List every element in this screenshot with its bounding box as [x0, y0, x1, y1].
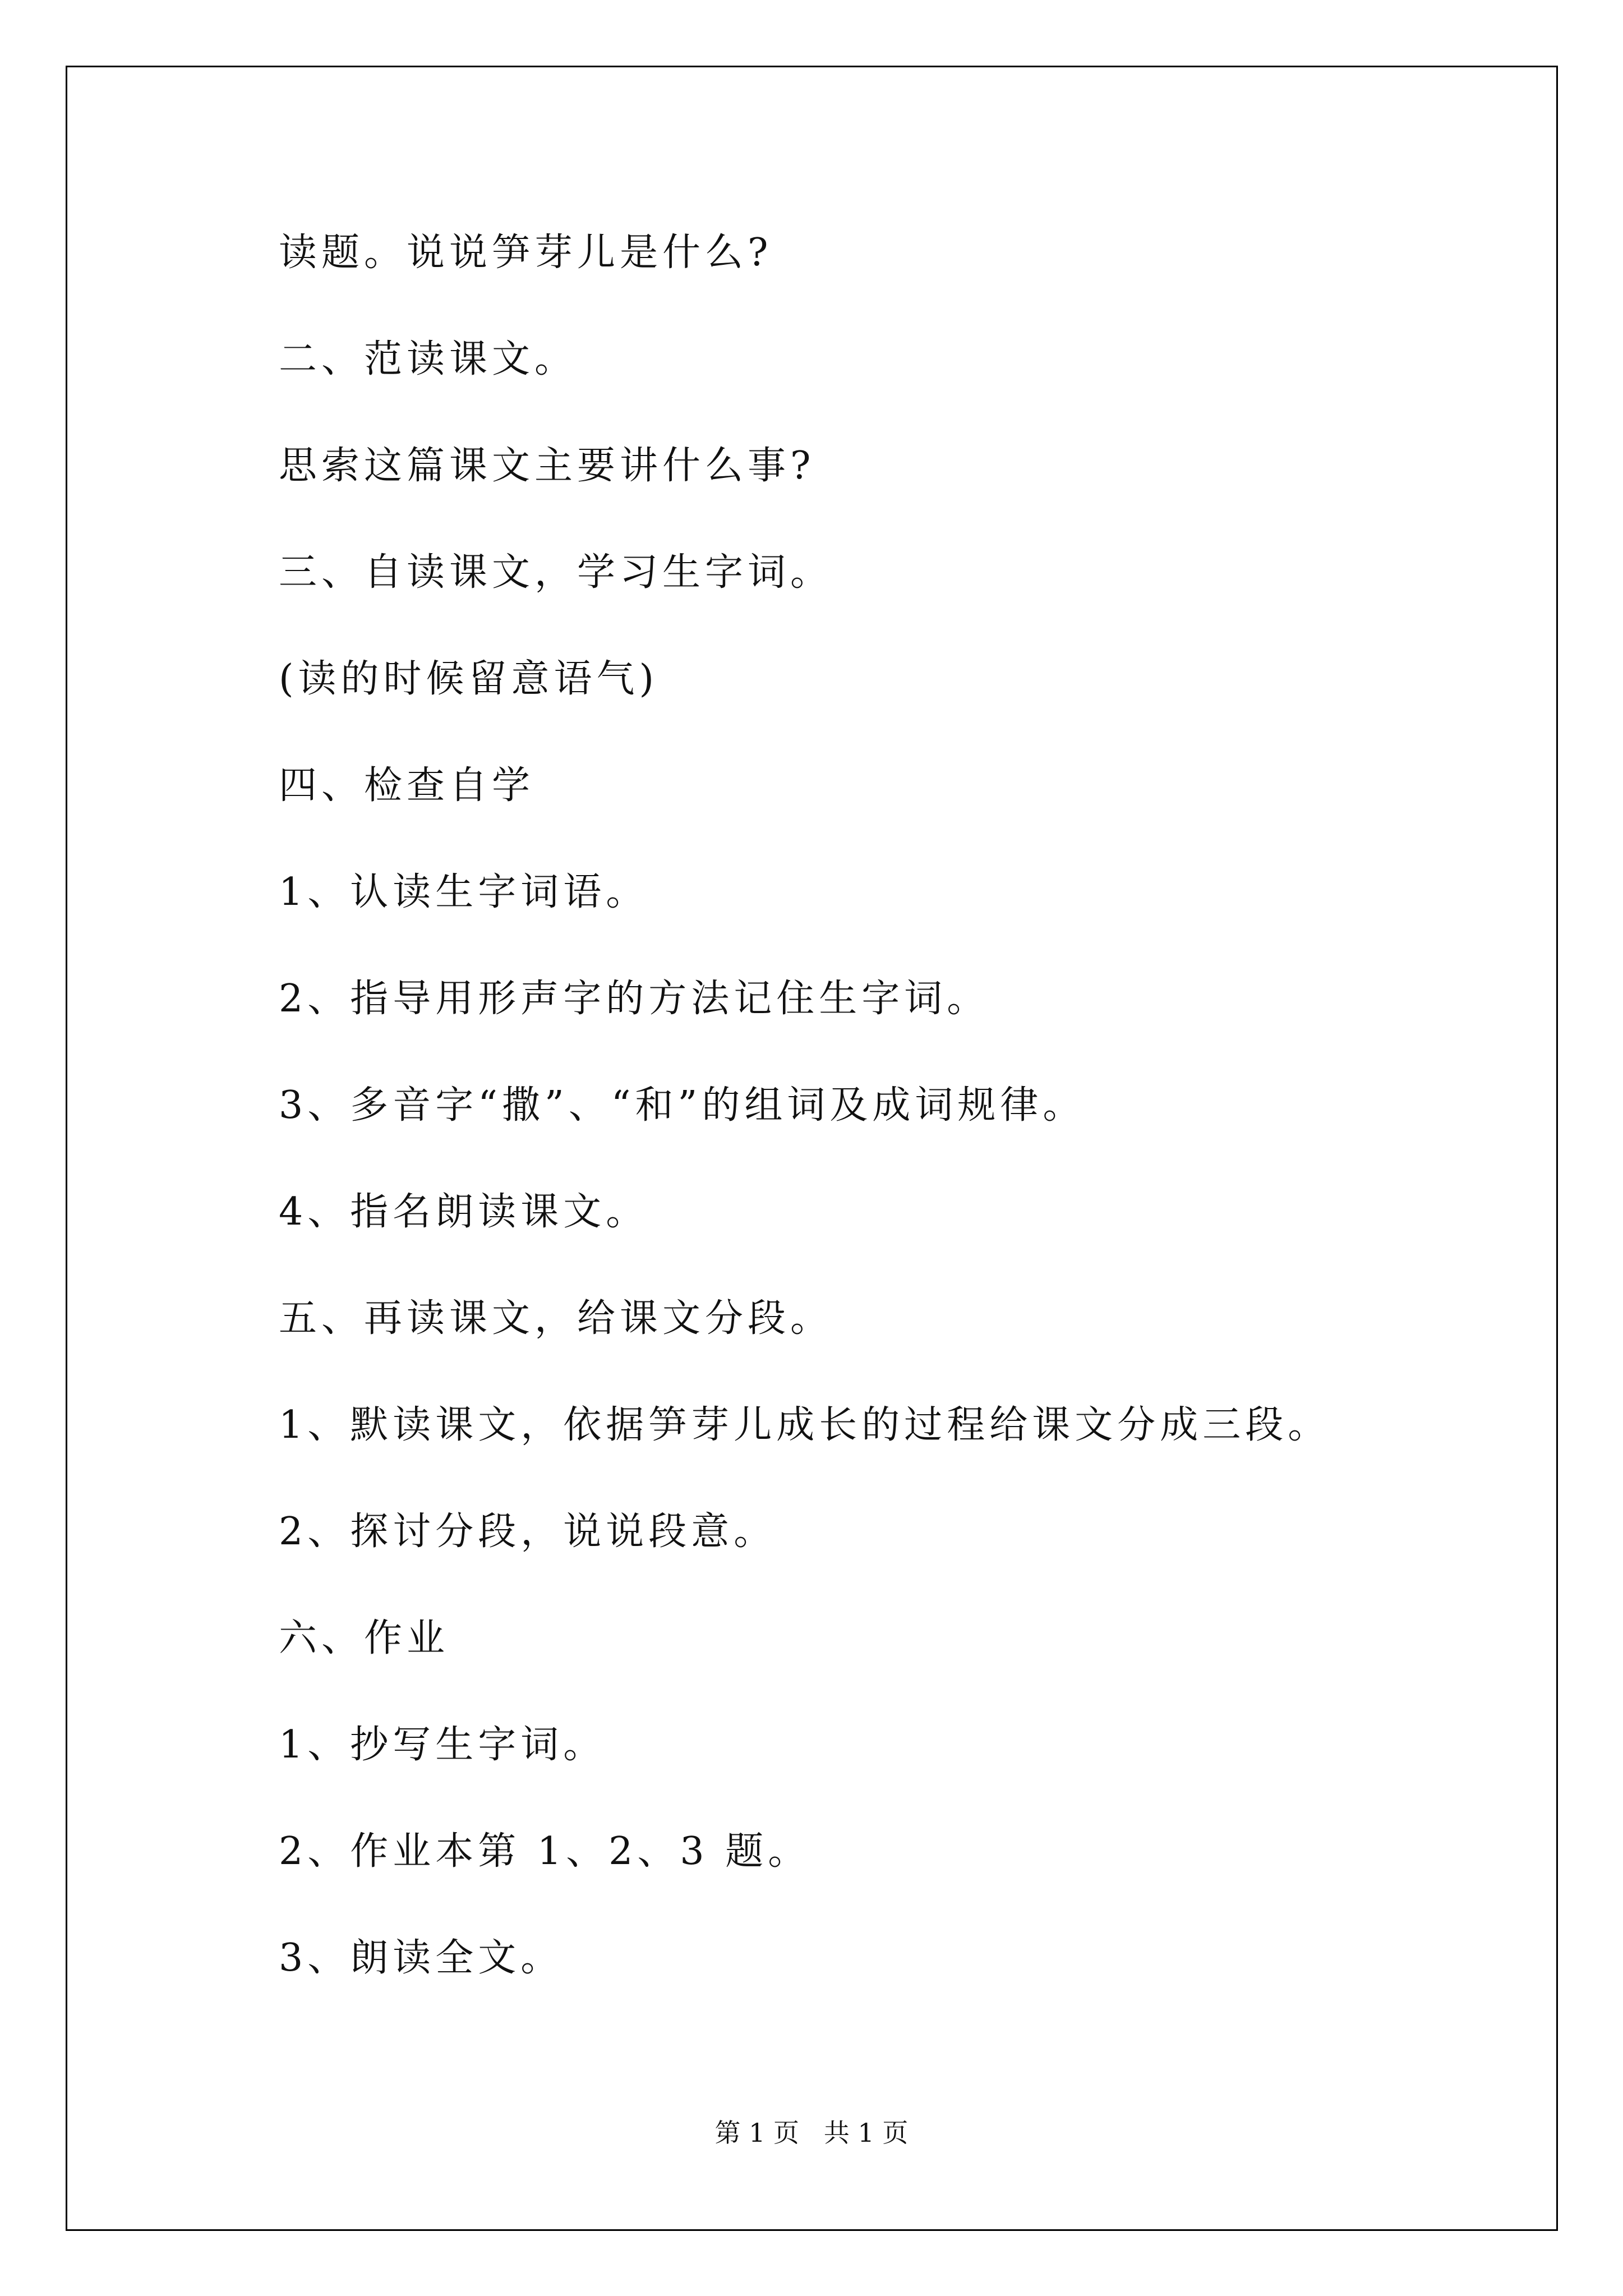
line-item-5-2: 2、探讨分段，说说段意。 [279, 1510, 777, 1554]
line-item-4-4: 4、指名朗读课文。 [279, 1190, 649, 1234]
line-read-title: 读题。说说笋芽儿是什么? [279, 231, 773, 275]
line-section-5-heading: 五、再读课文，给课文分段。 [279, 1296, 833, 1341]
line-section-4-heading: 四、检查自学 [279, 763, 535, 808]
line-item-4-3: 3、多音字“撒”、“和”的组词及成词规律。 [279, 1083, 1086, 1128]
line-section-3-heading: 三、自读课文，学习生字词。 [279, 550, 833, 595]
line-item-4-2: 2、指导用形声字的方法记住生字词。 [279, 977, 990, 1021]
line-item-6-1: 1、抄写生字词。 [279, 1723, 606, 1767]
page-number-footer: 第 1 页 共 1 页 [714, 2118, 909, 2148]
line-section-2-heading: 二、范读课文。 [279, 337, 578, 381]
line-item-4-1: 1、认读生字词语。 [279, 870, 649, 914]
line-section-6-heading: 六、作业 [279, 1616, 450, 1660]
line-item-6-3: 3、朗读全文。 [279, 1936, 564, 1980]
line-reading-note: (读的时候留意语气) [279, 657, 659, 701]
line-think-question: 思索这篇课文主要讲什么事? [279, 444, 815, 488]
page-border [66, 66, 1558, 2231]
line-item-5-1: 1、默读课文，依据笋芽儿成长的过程给课文分成三段。 [279, 1403, 1331, 1447]
line-item-6-2: 2、作业本第 1、2、3 题。 [279, 1829, 811, 1874]
